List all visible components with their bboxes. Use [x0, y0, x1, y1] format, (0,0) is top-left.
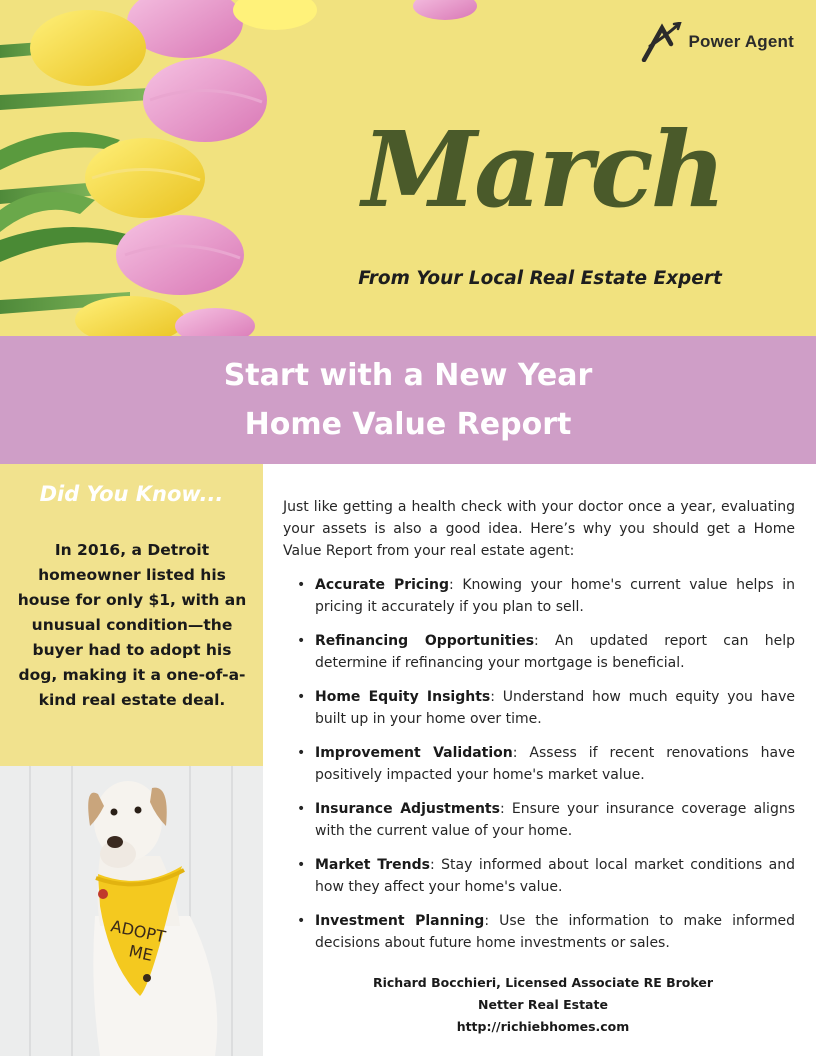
agent-signature: [283, 972, 803, 1038]
did-you-know-fact: In 2016, a Detroit homeowner listed his house for only $1, with an unusual condition—the buyer had to adopt his dog, making it a one-of-a-kind real estate deal.: [17, 541, 247, 709]
bullet-icon: •: [297, 857, 306, 873]
dog-photo: [0, 766, 263, 1056]
benefits-list: [283, 574, 795, 954]
benefit-text: : Understand how much equity you have built up in your home over time.: [315, 689, 796, 727]
bullet-icon: •: [297, 913, 306, 929]
benefit-text: : Stay informed about local market conditions and how they affect your home's value.: [315, 857, 795, 895]
bullet-icon: •: [297, 689, 306, 705]
list-item: [283, 798, 795, 842]
benefit-term: Accurate Pricing: [315, 577, 450, 593]
agent-website-link[interactable]: http://richiebhomes.com: [456, 1019, 630, 1034]
hero-header: [0, 0, 816, 336]
did-you-know-panel: [0, 464, 263, 766]
did-you-know-heading: Did You Know...: [39, 482, 224, 506]
brand-logo: [641, 22, 794, 62]
benefit-term: Refinancing Opportunities: [315, 633, 535, 649]
benefit-term: Market Trends: [315, 857, 430, 873]
brand-name: Power Agent: [688, 32, 794, 51]
bullet-icon: •: [297, 577, 306, 593]
article: [283, 496, 795, 966]
list-item: [283, 910, 795, 954]
bullet-icon: •: [297, 801, 306, 817]
power-agent-logo-icon: [641, 22, 683, 62]
benefit-text: : An updated report can help determine if refinancing your mortgage is beneficial.: [315, 633, 795, 671]
headline-line-2: Home Value Report: [244, 407, 572, 442]
agent-name: Richard Bocchieri, Licensed Associate RE Broker: [372, 975, 713, 990]
svg-text:ADOPT: ADOPT: [109, 916, 168, 947]
benefit-term: Investment Planning: [315, 913, 485, 929]
list-item: [283, 574, 795, 618]
headline-banner: [0, 336, 816, 464]
agent-company: Netter Real Estate: [478, 997, 608, 1012]
benefit-text: : Knowing your home's current value helps in pricing it accurately if you plan to sell.: [315, 577, 795, 615]
list-item: [283, 686, 795, 730]
benefit-text: : Use the information to make informed decisions about future home investments or sales.: [315, 913, 795, 951]
list-item: [283, 630, 795, 674]
benefit-term: Improvement Validation: [315, 745, 513, 761]
month-title: March: [362, 108, 724, 231]
benefit-term: Home Equity Insights: [315, 689, 491, 705]
dog-adopt-me-image: [0, 766, 263, 1056]
bullet-icon: •: [297, 745, 306, 761]
benefit-text: : Ensure your insurance coverage aligns with the current value of your home.: [315, 801, 795, 839]
benefit-text: : Assess if recent renovations have positively impacted your home's market value.: [315, 745, 795, 783]
benefit-term: Insurance Adjustments: [315, 801, 500, 817]
headline-line-1: Start with a New Year: [223, 358, 593, 393]
list-item: [283, 854, 795, 898]
article-intro: Just like getting a health check with your doctor once a year, evaluating your assets is also a good idea. Here’s why you should get a Home Value Report from your real estate agent:: [283, 499, 795, 559]
list-item: [283, 742, 795, 786]
svg-text:ME: ME: [127, 941, 155, 965]
bullet-icon: •: [297, 633, 306, 649]
hero-tagline: From Your Local Real Estate Expert: [358, 268, 722, 289]
